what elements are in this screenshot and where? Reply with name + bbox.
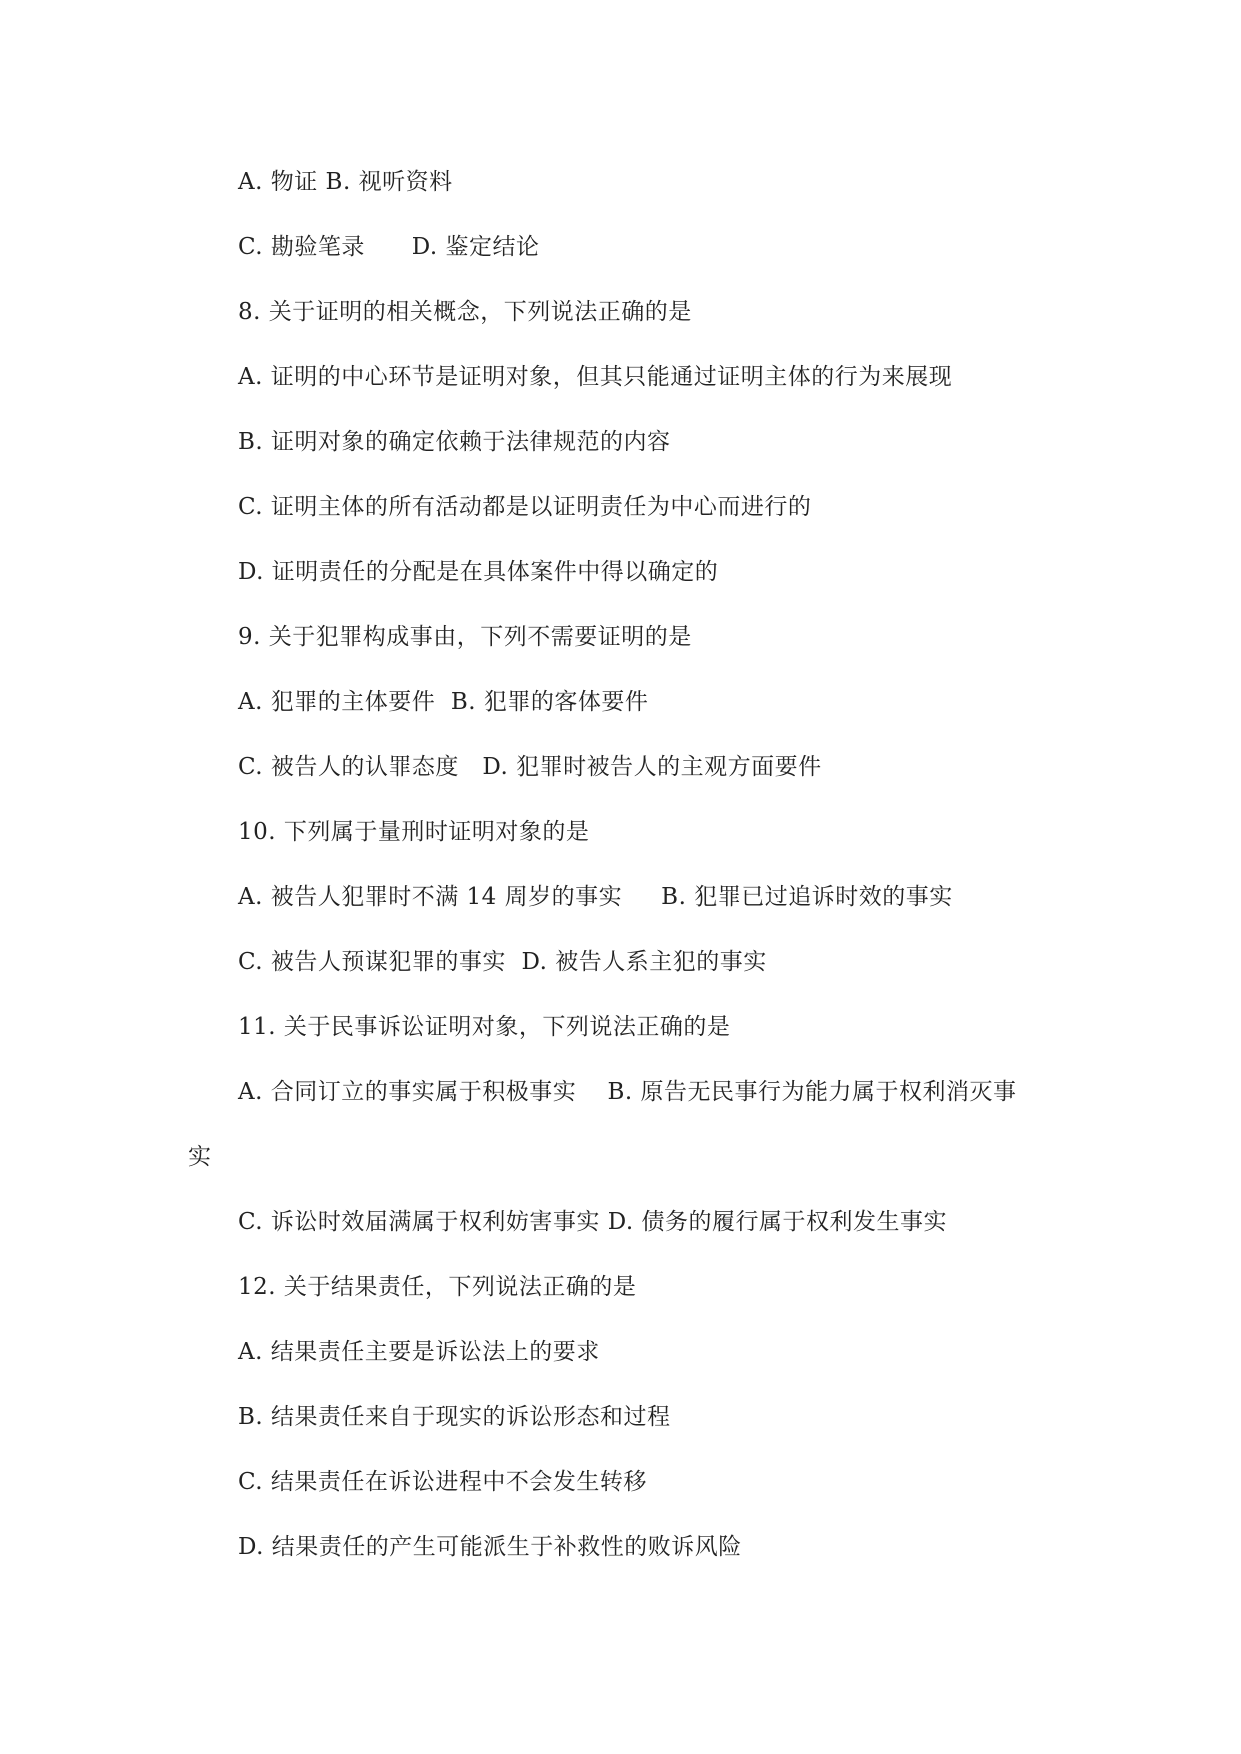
option-line-q11-ab: A. 合同订立的事实属于积极事实 B. 原告无民事行为能力属于权利消灭事 [238,1079,1017,1105]
question-11: 11. 关于民事诉讼证明对象，下列说法正确的是 [238,1014,731,1040]
question-8: 8. 关于证明的相关概念，下列说法正确的是 [238,299,692,325]
option-line-q8-d: D. 证明责任的分配是在具体案件中得以确定的 [238,559,719,585]
option-line-q12-a: A. 结果责任主要是诉讼法上的要求 [238,1339,600,1365]
option-line-q9-cd: C. 被告人的认罪态度 D. 犯罪时被告人的主观方面要件 [238,754,822,780]
option-line-q12-d: D. 结果责任的产生可能派生于补救性的败诉风险 [238,1534,742,1560]
option-line-q12-c: C. 结果责任在诉讼进程中不会发生转移 [238,1469,647,1495]
option-line-q7-ab: A. 物证 B. 视听资料 [238,169,453,195]
option-line-q7-cd: C. 勘验笔录 D. 鉴定结论 [238,234,540,260]
option-line-q10-cd: C. 被告人预谋犯罪的事实 D. 被告人系主犯的事实 [238,949,767,975]
option-line-q9-ab: A. 犯罪的主体要件 B. 犯罪的客体要件 [238,689,649,715]
option-line-q8-b: B. 证明对象的确定依赖于法律规范的内容 [238,429,671,455]
option-line-q12-b: B. 结果责任来自于现实的诉讼形态和过程 [238,1404,671,1430]
option-line-q8-a: A. 证明的中心环节是证明对象，但其只能通过证明主体的行为来展现 [238,364,953,390]
option-line-q10-ab: A. 被告人犯罪时不满 14 周岁的事实 B. 犯罪已过追诉时效的事实 [238,884,953,910]
option-line-q8-c: C. 证明主体的所有活动都是以证明责任为中心而进行的 [238,494,812,520]
question-10: 10. 下列属于量刑时证明对象的是 [238,819,590,845]
question-9: 9. 关于犯罪构成事由，下列不需要证明的是 [238,624,692,650]
option-line-q11-cd: C. 诉讼时效届满属于权利妨害事实 D. 债务的履行属于权利发生事实 [238,1209,947,1235]
question-12: 12. 关于结果责任，下列说法正确的是 [238,1274,637,1300]
option-line-q11-ab-wrap: 实 [188,1144,212,1170]
